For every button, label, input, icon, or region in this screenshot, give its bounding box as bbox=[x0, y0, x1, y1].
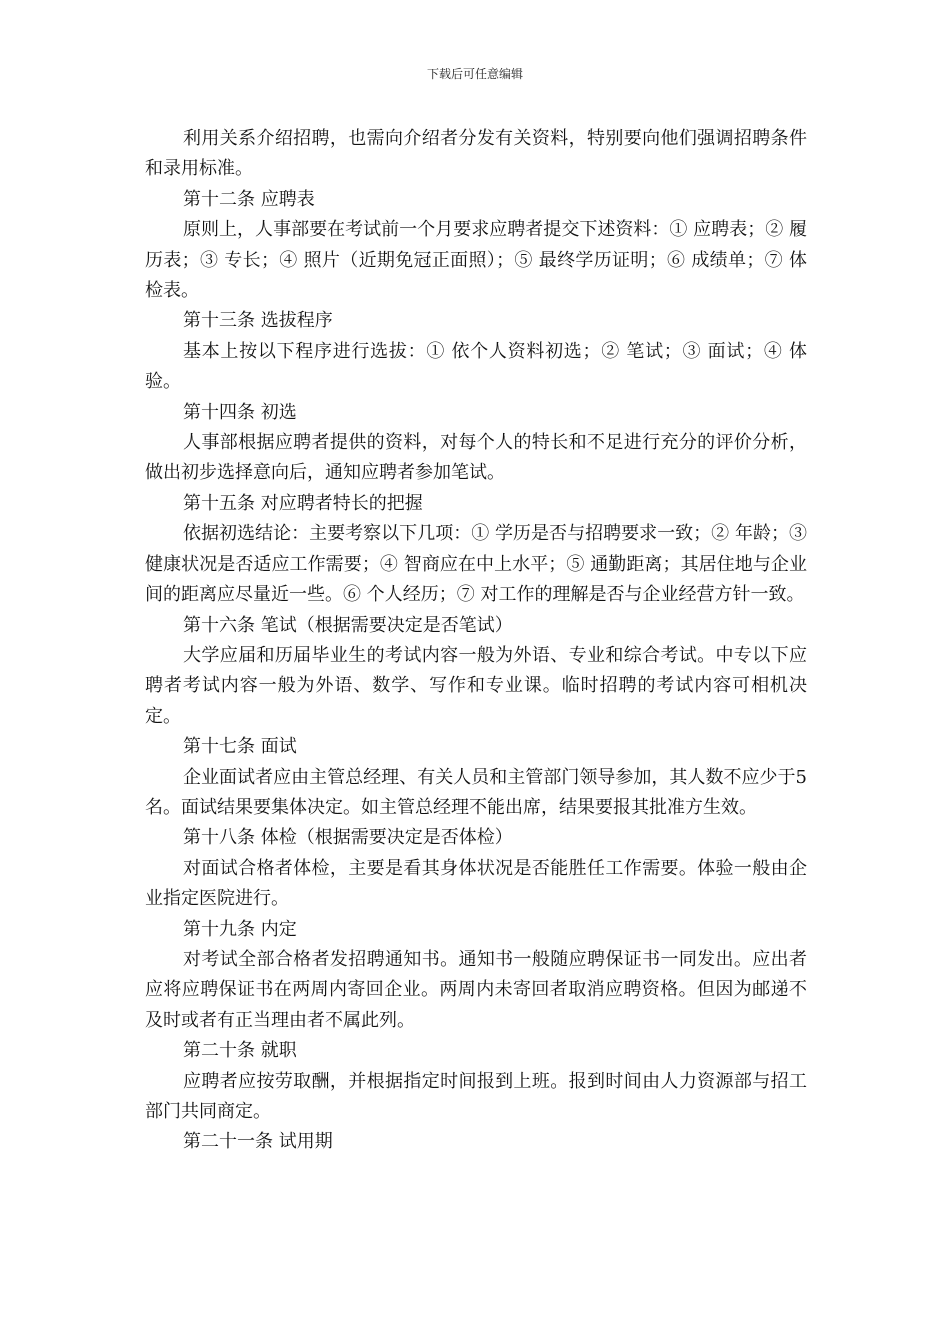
article-17-body: 企业面试者应由主管总经理、有关人员和主管部门领导参加，其人数不应少于5名。面试结果要集体决定。如主管总经理不能出席，结果要报其批准方生效。 bbox=[145, 766, 807, 818]
article-13-body: 基本上按以下程序进行选拔：① 依个人资料初选；② 笔试；③ 面试；④ 体验。 bbox=[145, 340, 807, 393]
paragraph-recruit-referral: 利用关系介绍招聘，也需向介绍者分发有关资料，特别要向他们强调招聘条件和录用标准。 bbox=[145, 128, 807, 180]
article-16-body: 大学应届和历届毕业生的考试内容一般为外语、专业和综合考试。中专以下应聘者考试内容一般为外语、数学、写作和专业课。临时招聘的考试内容可相机决定。 bbox=[145, 644, 807, 727]
article-19-body: 对考试全部合格者发招聘通知书。通知书一般随应聘保证书一同发出。应出者应将应聘保证书在两周内寄回企业。两周内未寄回者取消应聘资格。但因为邮递不及时或者有正当理由者不属此列。 bbox=[145, 948, 807, 1031]
article-14-heading: 第十四条 初选 bbox=[183, 401, 297, 423]
article-21-heading: 第二十一条 试用期 bbox=[183, 1131, 333, 1153]
document-body bbox=[145, 124, 807, 1158]
article-12-body: 原则上，人事部要在考试前一个月要求应聘者提交下述资料：① 应聘表；② 履历表；③ 专长；④ 照片（近期免冠正面照）；⑤ 最终学历证明；⑥ 成绩单；⑦ 体检表。 bbox=[145, 219, 807, 302]
article-14-body: 人事部根据应聘者提供的资料，对每个人的特长和不足进行充分的评价分析，做出初步选择意向后，通知应聘者参加笔试。 bbox=[145, 432, 807, 484]
article-19-heading: 第十九条 内定 bbox=[183, 918, 297, 940]
article-20-body: 应聘者应按劳取酬，并根据指定时间报到上班。报到时间由人力资源部与招工部门共同商定。 bbox=[145, 1070, 807, 1122]
article-17-heading: 第十七条 面试 bbox=[183, 736, 297, 758]
page-header: 下载后可任意编辑 bbox=[426, 67, 523, 81]
article-18-heading: 第十八条 体检（根据需要决定是否体检） bbox=[183, 827, 513, 849]
article-12-heading: 第十二条 应聘表 bbox=[183, 188, 315, 210]
article-16-heading: 第十六条 笔试（根据需要决定是否笔试） bbox=[183, 614, 513, 636]
article-18-body: 对面试合格者体检，主要是看其身体状况是否能胜任工作需要。体验一般由企业指定医院进行。 bbox=[145, 857, 807, 910]
article-13-heading: 第十三条 选拔程序 bbox=[183, 310, 333, 332]
article-15-body: 依据初选结论：主要考察以下几项：① 学历是否与招聘要求一致；② 年龄；③ 健康状况是否适应工作需要；④ 智商应在中上水平；⑤ 通勤距离；其居住地与企业间的距离应尽量近一些。⑥ 个人经历；⑦ 对工作的理解是否与企业经营方针一致。 bbox=[145, 523, 807, 606]
article-15-heading: 第十五条 对应聘者特长的把握 bbox=[183, 492, 423, 514]
article-20-heading: 第二十条 就职 bbox=[183, 1040, 297, 1062]
